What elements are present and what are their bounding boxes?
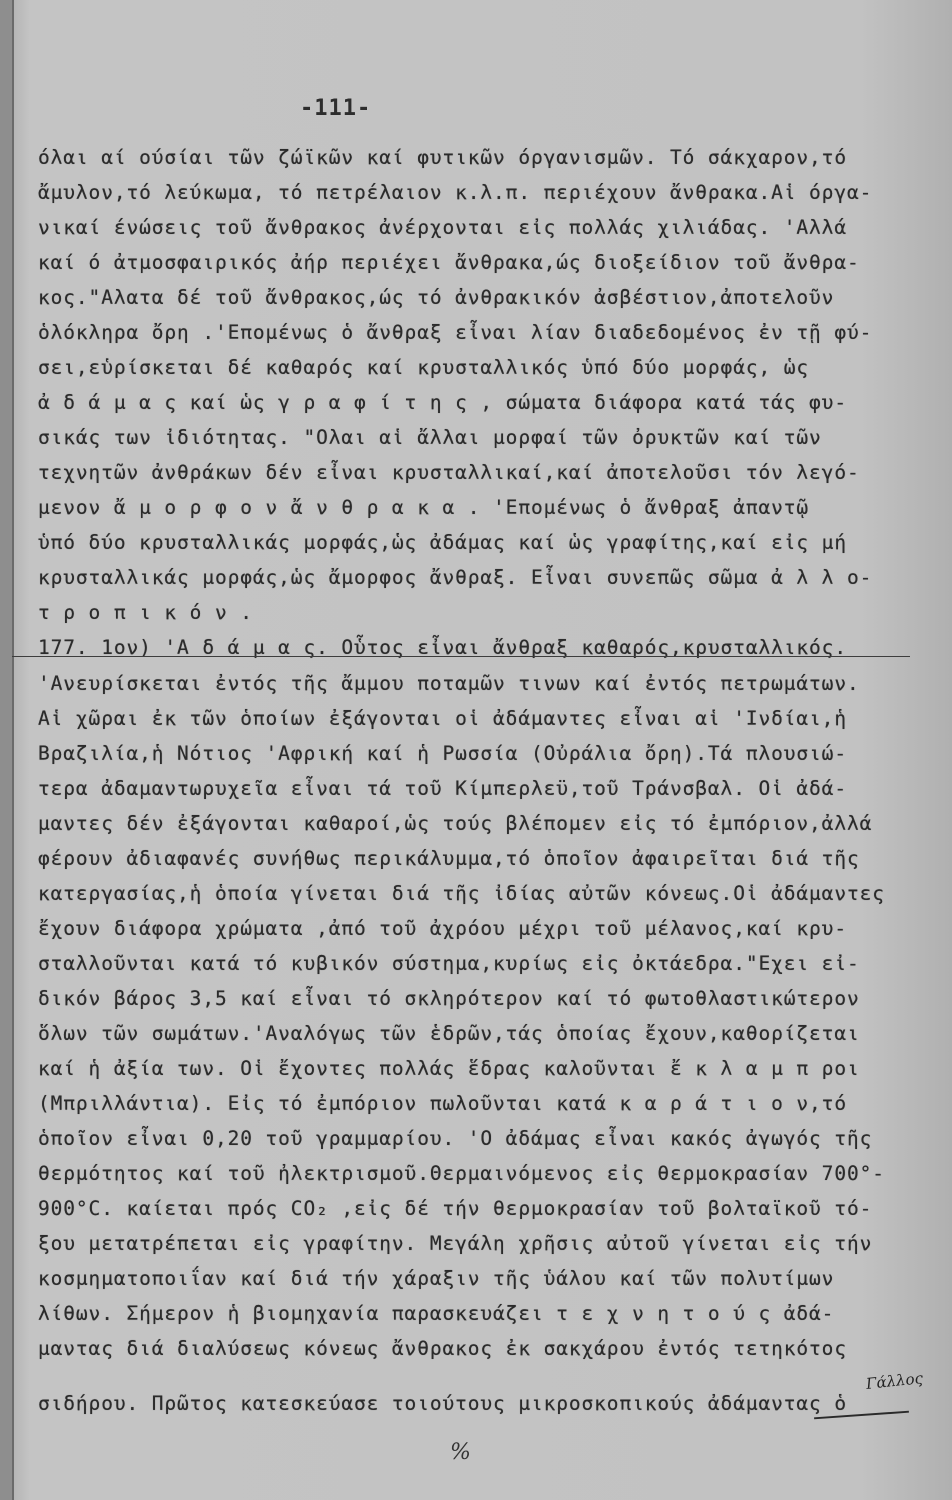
text-line: σικάς των ἰδιότητας. "Ολαι αἱ ἄλλαι μορφαί τῶν ὀρυκτῶν καί τῶν — [38, 426, 822, 449]
text-line: λίθων. Σήμερον ἡ βιομηχανία παρασκευάζει τ ε χ ν η τ ο ύ ς ἀδά- — [38, 1302, 835, 1325]
text-line: μαντας διά διαλύσεως κόνεως ἄνθρακος ἐκ σακχάρου ἐντός τετηκότος — [38, 1337, 847, 1360]
text-line: ὑπό δύο κρυσταλλικάς μορφάς,ὡς ἀδάμας καί ὡς γραφίτης,καί εἰς μή — [38, 531, 847, 554]
text-line: μαντες δέν ἐξάγονται καθαροί,ὡς τούς βλέπομεν εἰς τό ἐμπόριον,ἀλλά — [38, 812, 873, 835]
section-underline — [12, 656, 910, 657]
page-number: -111- — [300, 96, 372, 121]
handwritten-mark: % — [450, 1440, 471, 1465]
text-line: ὅλων τῶν σωμάτων.'Αναλόγως τῶν ἑδρῶν,τάς ὁποίας ἔχουν,καθορίζεται — [38, 1022, 860, 1045]
text-line: ξου μετατρέπεται εἰς γραφίτην. Μεγάλη χρῆσις αὐτοῦ γίνεται εἰς τήν — [38, 1232, 873, 1255]
handwritten-annotation: Γάλλος — [865, 1369, 924, 1393]
text-line: ὁποῖον εἶναι 0,20 τοῦ γραμμαρίου. 'Ο ἀδάμας εἶναι κακός ἀγωγός τῆς — [38, 1127, 873, 1150]
text-line: δικόν βάρος 3,5 καί εἶναι τό σκληρότερον καί τό φωτοθλαστικώτερον — [38, 987, 860, 1010]
page-binding-edge — [0, 0, 14, 1500]
text-line: κατεργασίας,ἡ ὁποία γίνεται διά τῆς ἰδίας αὐτῶν κόνεως.Οἱ ἀδάμαντες — [38, 882, 885, 905]
text-line: κος."Αλατα δέ τοῦ ἄνθρακος,ώς τό ἀνθρακικόν ἀσβέστιον,ἀποτελοῦν — [38, 286, 835, 309]
text-line: όλαι αί ούσίαι τῶν ζώϊκῶν καί φυτικῶν όργανισμῶν. Τό σάκχαρον,τό — [38, 146, 847, 169]
text-line: ἀ δ ά μ α ς καί ὡς γ ρ α φ ί τ η ς , σώματα διάφορα κατά τάς φυ- — [38, 391, 847, 414]
text-line: τ ρ ο π ι κ ό ν . — [38, 601, 253, 624]
text-line: (Μπριλλάντια). Εἰς τό ἐμπόριον πωλοῦνται κατά κ α ρ ά τ ι ο ν,τό — [38, 1092, 847, 1115]
text-line: φέρουν ἀδιαφανές συνήθως περικάλυμμα,τό ὁποῖον ἀφαιρεῖται διά τῆς — [38, 847, 860, 870]
text-line: τεχνητῶν ἀνθράκων δέν εἶναι κρυσταλλικαί,καί ἀποτελοῦσι τόν λεγό- — [38, 461, 860, 484]
text-line: θερμότητος καί τοῦ ἠλεκτρισμοῦ.Θερμαινόμενος εἰς θερμοκρασίαν 700°- — [38, 1162, 885, 1185]
text-line: ὁλόκληρα ὄρη .'Επομένως ὁ ἄνθραξ εἶναι λίαν διαδεδομένος ἐν τῇ φύ- — [38, 321, 873, 344]
text-line: 'Ανευρίσκεται ἐντός τῆς ἄμμου ποταμῶν τινων καί ἐντός πετρωμάτων. — [38, 672, 860, 695]
text-line: σει,εὑρίσκεται δέ καθαρός καί κρυσταλλικός ὑπό δύο μορφάς, ὡς — [38, 356, 810, 379]
text-line: μενον ἄ μ ο ρ φ ο ν ἄ ν θ ρ α κ α . 'Επομένως ὁ ἄνθραξ ἀπαντῷ — [38, 496, 810, 519]
text-line: Βραζιλία,ἡ Νότιος 'Αφρική καί ἡ Ρωσσία (Οὐράλια ὄρη).Τά πλουσιώ- — [38, 742, 847, 765]
section-heading-line: 177. 1ον) 'Α δ ά μ α ς. Οὗτος εἶναι ἄνθραξ καθαρός,κρυσταλλικός. — [38, 636, 847, 659]
text-line: καί ό ἀτμοσφαιρικός ἀήρ περιέχει ἄνθρακα,ώς διοξείδιον τοῦ ἄνθρα- — [38, 251, 860, 274]
text-line: κρυσταλλικάς μορφάς,ὡς ἄμορφος ἄνθραξ. Εἶναι συνεπῶς σῶμα ἀ λ λ ο- — [38, 566, 873, 589]
text-line: ἔχουν διάφορα χρώματα ,ἀπό τοῦ ἀχρόου μέχρι τοῦ μέλανος,καί κρυ- — [38, 917, 847, 940]
text-line: σιδήρου. Πρῶτος κατεσκεύασε τοιούτους μικροσκοπικούς ἀδάμαντας ὁ — [38, 1392, 847, 1415]
text-line: νικαί ένώσεις τοῦ ἄνθρακος ἀνέρχονται εἰς πολλάς χιλιάδας. 'Αλλά — [38, 216, 847, 239]
text-line: ἄμυλον,τό λεύκωμα, τό πετρέλαιον κ.λ.π. περιέχουν ἄνθρακα.Αἱ όργα- — [38, 181, 873, 204]
text-line: καί ἡ ἀξία των. Οἱ ἔχοντες πολλάς ἕδρας καλοῦνται ἔ κ λ α μ π ροι — [38, 1057, 860, 1080]
text-line: Αἱ χῶραι ἐκ τῶν ὁποίων ἐξάγονται οἱ ἀδάμαντες εἶναι αἱ 'Ινδίαι,ἡ — [38, 707, 847, 730]
text-line: τερα ἀδαμαντωρυχεῖα εἶναι τά τοῦ Κίμπερλεϋ,τοῦ Τράνσβαλ. Οἱ ἀδά- — [38, 777, 847, 800]
text-line: σταλλοῦνται κατά τό κυβικόν σύστημα,κυρίως εἰς ὀκτάεδρα."Εχει εἰ- — [38, 952, 860, 975]
text-line: 900°C. καίεται πρός CO₂ ,εἰς δέ τήν θερμοκρασίαν τοῦ βολταϊκοῦ τό- — [38, 1197, 873, 1220]
text-line: κοσμηματοποιΐαν καί διά τήν χάραξιν τῆς ὑάλου καί τῶν πολυτίμων — [38, 1267, 835, 1290]
